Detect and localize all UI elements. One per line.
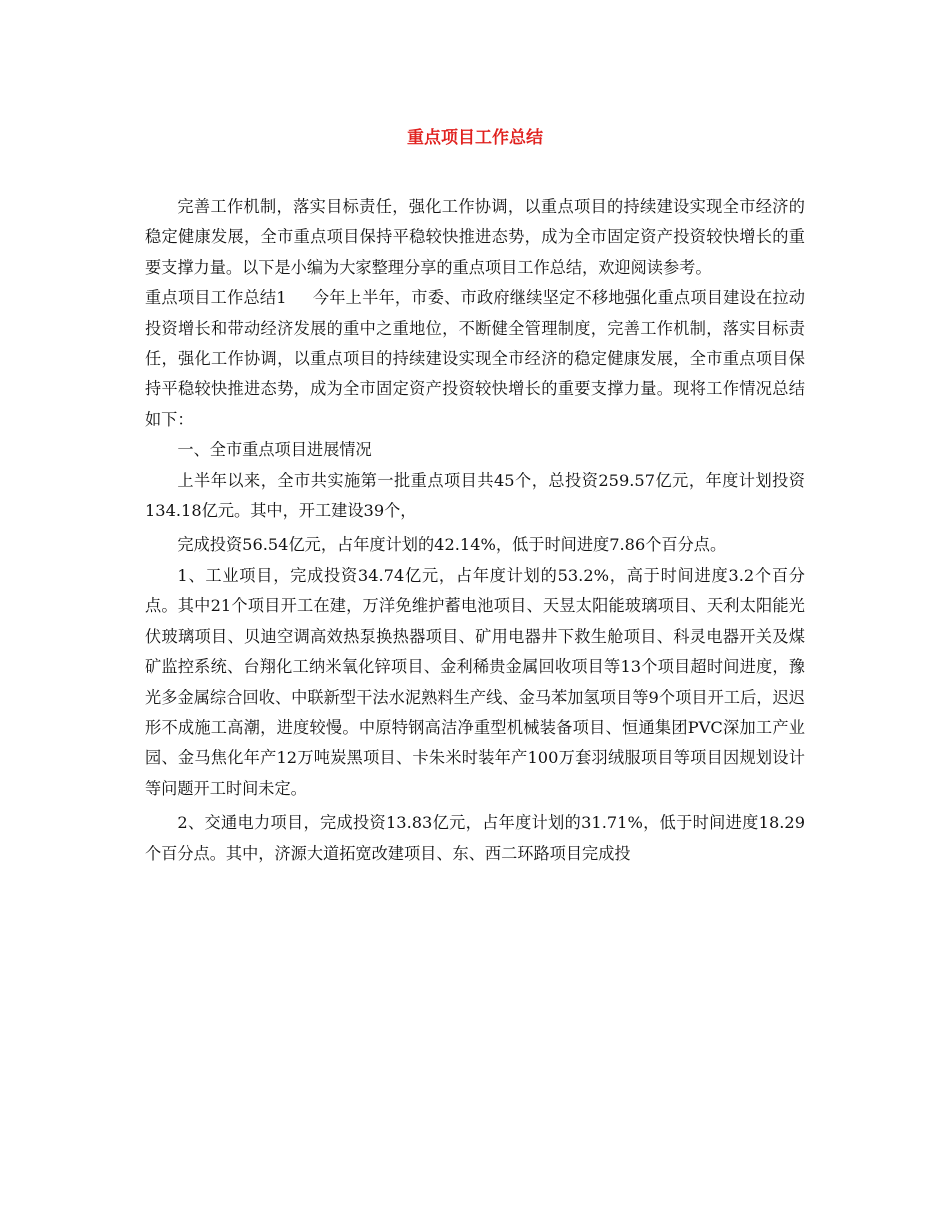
subheading-progress: 一、全市重点项目进展情况: [177, 440, 372, 460]
intro-paragraph: 完善工作机制，落实目标责任，强化工作协调，以重点项目的持续建设实现全市经济的稳定健康发展，全市重点项目保持平稳较快推进态势，成为全市固定资产投资较快增长的重要支撑力量。以下是小编为大家整理分享的重点项目工作总结，欢迎阅读参考。: [145, 197, 805, 277]
section-1-heading: 重点项目工作总结1: [145, 288, 287, 308]
section-1-text: 今年上半年，市委、市政府继续坚定不移地强化重点项目建设在拉动投资增长和带动经济发展的重中之重地位，不断健全管理制度，完善工作机制，落实目标责任，强化工作协调，以重点项目的持续建设实现全市经济的稳定健康发展，全市重点项目保持平稳较快推进态势，成为全市固定资产投资较快增长的重要支撑力量。现将工作情况总结如下：: [145, 288, 805, 429]
section-1-paragraph: [145, 283, 805, 435]
industry-paragraph: 1、工业项目，完成投资34.74亿元，占年度计划的53.2%，高于时间进度3.2个百分点。其中21个项目开工在建，万洋免维护蓄电池项目、天昱太阳能玻璃项目、天利太阳能光伏玻璃项目、贝迪空调高效热泵换热器项目、矿用电器井下救生舱项目、科灵电器开关及煤矿监控系统、台翔化工纳米氧化锌项目、金利稀贵金属回收项目等13个项目超时间进度，豫光多金属综合回收、中联新型干法水泥熟料生产线、金马苯加氢项目等9个项目开工后，迟迟形不成施工高潮，进度较慢。中原特钢高洁净重型机械装备项目、恒通集团PVC深加工产业园、金马焦化年产12万吨炭黑项目、卡朱米时装年产100万套羽绒服项目等项目因规划设计等问题开工时间未定。: [145, 565, 805, 798]
document-title: 重点项目工作总结: [407, 128, 543, 148]
investment-paragraph: 完成投资56.54亿元，占年度计划的42.14%，低于时间进度7.86个百分点。: [177, 535, 727, 555]
progress-paragraph: 上半年以来，全市共实施第一批重点项目共45个，总投资259.57亿元，年度计划投资134.18亿元。其中，开工建设39个，: [145, 470, 805, 521]
transport-paragraph: 2、交通电力项目，完成投资13.83亿元，占年度计划的31.71%，低于时间进度18.29个百分点。其中，济源大道拓宽改建项目、东、西二环路项目完成投: [145, 813, 805, 863]
document-body: [145, 192, 805, 869]
